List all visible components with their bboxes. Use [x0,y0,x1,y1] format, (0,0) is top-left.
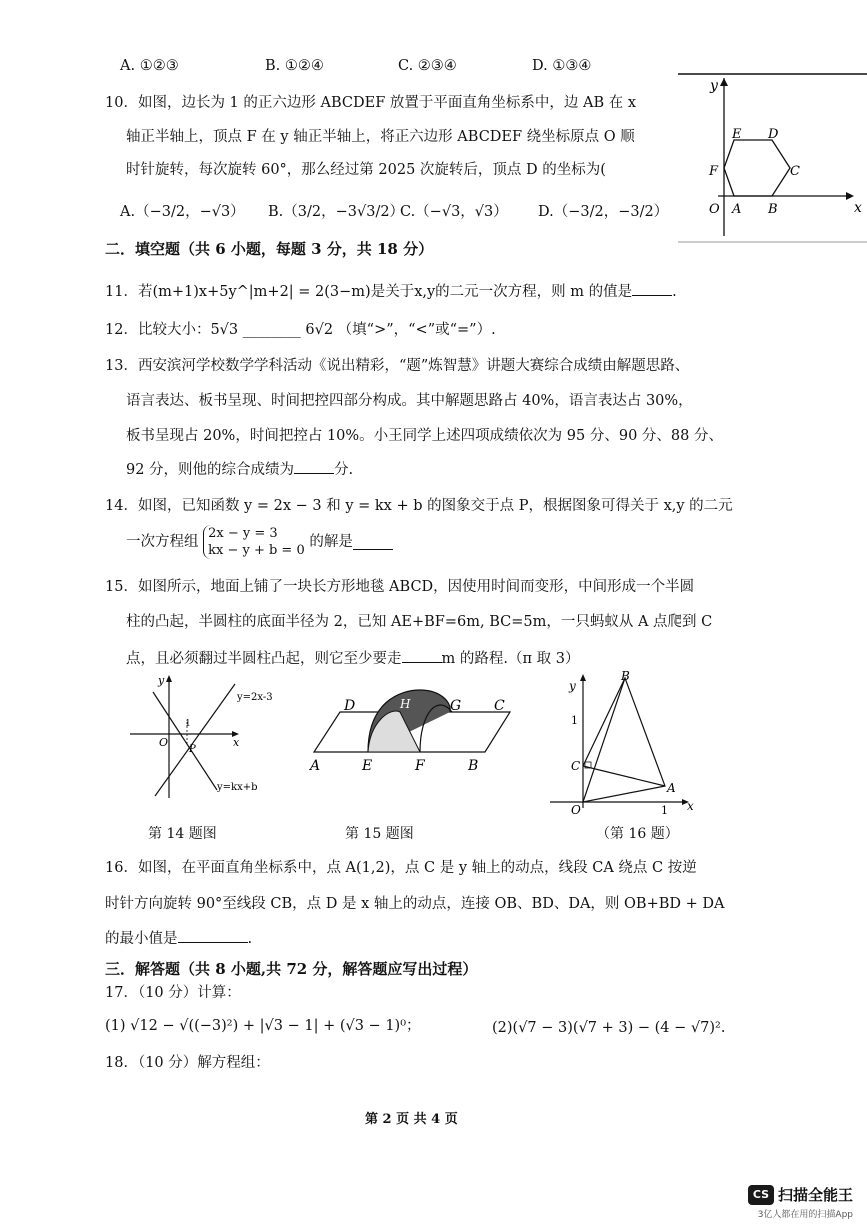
fig16-label-c: C [571,759,581,773]
fig16-label-a: A [667,781,676,795]
fig15-label-e: E [362,758,373,774]
q14-eq2: kx − y + b = 0 [208,543,305,558]
scanner-watermark [748,1184,853,1220]
q10-line1: 10．如图，边长为 1 的正六边形 ABCDEF 放置于平面直角坐标系中，边 AB 在 x [105,95,637,111]
q15-line3-end: m 的路程.（π 取 3） [441,651,580,667]
q10-option-d: D.（−3/2，−3/2） [538,204,669,220]
q10-option-b: B.（3/2，−3√3/2） [268,204,405,220]
q17-part1: (1) √12 − √((−3)²) + |√3 − 1| + (√3 − 1)⁰； [105,1018,421,1034]
hex-label-a: A [732,202,742,217]
hex-label-c: C [790,164,800,179]
camscanner-logo-icon: CS [748,1185,774,1205]
q15-line2: 柱的凸起，半圆柱的底面半径为 2，已知 AE+BF=6m, BC=5m，一只蚂蚁从 A 点爬到 C [126,614,713,630]
q13-line4 [126,459,353,480]
fig14-label-one: 1 [185,719,191,729]
q14-line2 [126,525,393,563]
q16-line3-text: 的最小值是 [105,931,178,947]
q11: 11．若(m+1)x+5y^|m+2| = 2(3−m)是关于x,y的二元一次方程，则 m 的值是 . [105,281,677,302]
q16-line1: 16．如图，在平面直角坐标系中，点 A(1,2)，点 C 是 y 轴上的动点，线段 CA 绕点 C 按逆 [105,860,697,876]
q17-part2: (2)(√7 − 3)(√7 + 3) − (4 − √7)². [492,1020,726,1036]
q16-line2: 时针方向旋转 90°至线段 CB，点 D 是 x 轴上的动点，连接 OB、BD、DA，则 OB+BD + DA [105,896,725,912]
q10-option-a: A.（−3/2，−√3） [120,204,245,220]
q14-suffix: 的解是 [309,534,353,550]
q14-line1: 14．如图，已知函数 y = 2x − 3 和 y = kx + b 的图象交于点 P，根据图象可得关于 x,y 的二元 [105,498,733,514]
q15-line3-text: 点，且必须翻过半圆柱凸起，则它至少要走 [126,651,402,667]
section-3-heading: 三．解答题（共 8 小题,共 72 分，解答题应写出过程） [105,960,478,978]
q13-line2: 语言表达、板书呈现、时间把控四部分构成。其中解题思路占 40%，语言表达占 30%， [126,393,693,409]
hex-label-d: D [768,127,779,142]
q10-option-c: C.（−√3，√3） [400,204,508,220]
fig16-label-one-y: 1 [571,714,578,727]
q10-line3: 时针旋转，每次旋转 60°，那么经过第 2025 次旋转后，顶点 D 的坐标为( [126,162,606,178]
q9-option-c: C. ②③④ [398,58,457,74]
q14-equation-system [203,525,305,559]
fig15-label-d: D [344,698,356,714]
q17-heading: 17．（10 分）计算： [105,985,241,1001]
q13-answer-blank [294,459,334,474]
section-2-heading: 二．填空题（共 6 小题，每题 3 分，共 18 分） [105,240,434,258]
q15-answer-blank [402,648,442,663]
page-footer: 第 2 页 共 4 页 [365,1112,458,1127]
hex-label-y: y [710,78,718,94]
fig15-label-a: A [310,758,321,774]
q15-line3 [126,648,579,669]
figure-15-caption: 第 15 题图 [345,826,414,842]
fig16-label-b: B [621,669,630,683]
q15-line1: 15．如图所示，地面上铺了一块长方形地毯 ABCD，因使用时间而变形，中间形成一个半圆 [105,579,695,595]
fig14-line2-label: y=kx+b [217,782,258,793]
fig14-line1-label: y=2x-3 [237,692,273,703]
q14-prefix: 一次方程组 [126,534,199,550]
fig14-label-x: x [233,736,240,749]
hex-label-b: B [768,202,778,217]
figure-15 [300,682,520,774]
q16-line3: 的最小值是 . [105,928,252,949]
q11-text: 11．若(m+1)x+5y^|m+2| = 2(3−m)是关于x,y的二元一次方程，则 m 的值是 [105,284,633,300]
q14-answer-blank [353,535,393,550]
figure-14-caption: 第 14 题图 [148,826,217,842]
brand-tagline: 3亿人都在用的扫描App [757,1210,853,1220]
hex-label-f: F [709,164,719,179]
fig16-label-x: x [687,799,694,813]
q9-option-a: A. ①②③ [120,58,179,74]
hex-label-e: E [732,127,742,142]
q13-line3: 板书呈现占 20%，时间把控占 10%。小王同学上述四项成绩依次为 95 分、90 分、88 分、 [126,428,723,444]
q13-line4-end: 分. [334,462,354,478]
q9-option-b: B. ①②④ [265,58,324,74]
q11-answer-blank [632,281,672,296]
hexagon-figure [678,68,867,243]
q14-eq1: 2x − y = 3 [208,526,278,541]
fig14-label-p: P [189,744,196,755]
figure-14 [125,670,275,800]
fig16-label-one-x: 1 [661,804,668,817]
q9-option-d: D. ①③④ [532,58,592,74]
q10-line2: 轴正半轴上，顶点 F 在 y 轴正半轴上，将正六边形 ABCDEF 绕坐标原点 O 顺 [126,129,635,145]
fig15-label-f: F [415,758,425,774]
fig16-label-o: O [571,803,581,817]
fig15-label-c: C [494,698,505,714]
q12: 12．比较大小：5√3 ________ 6√2 （填“>”，“<”或“=”）. [105,322,496,338]
q13-line4-text: 92 分，则他的综合成绩为 [126,462,295,478]
q13-line1: 13．西安滨河学校数学学科活动《说出精彩，“题”炼智慧》讲题大赛综合成绩由解题思路、 [105,358,690,374]
hex-label-x: x [854,200,862,216]
brand-name: 扫描全能王 [777,1186,853,1204]
figure-16 [545,668,705,818]
fig15-label-b: B [468,758,479,774]
figure-16-caption: （第 16 题） [596,826,679,842]
fig15-label-h: H [400,697,411,711]
fig14-label-y: y [158,674,165,687]
hex-label-o: O [709,202,720,217]
q16-answer-blank [178,928,248,943]
fig15-label-g: G [450,698,462,714]
q18-heading: 18．（10 分）解方程组： [105,1055,270,1071]
fig14-label-o: O [159,736,169,749]
fig16-label-y: y [569,679,576,693]
